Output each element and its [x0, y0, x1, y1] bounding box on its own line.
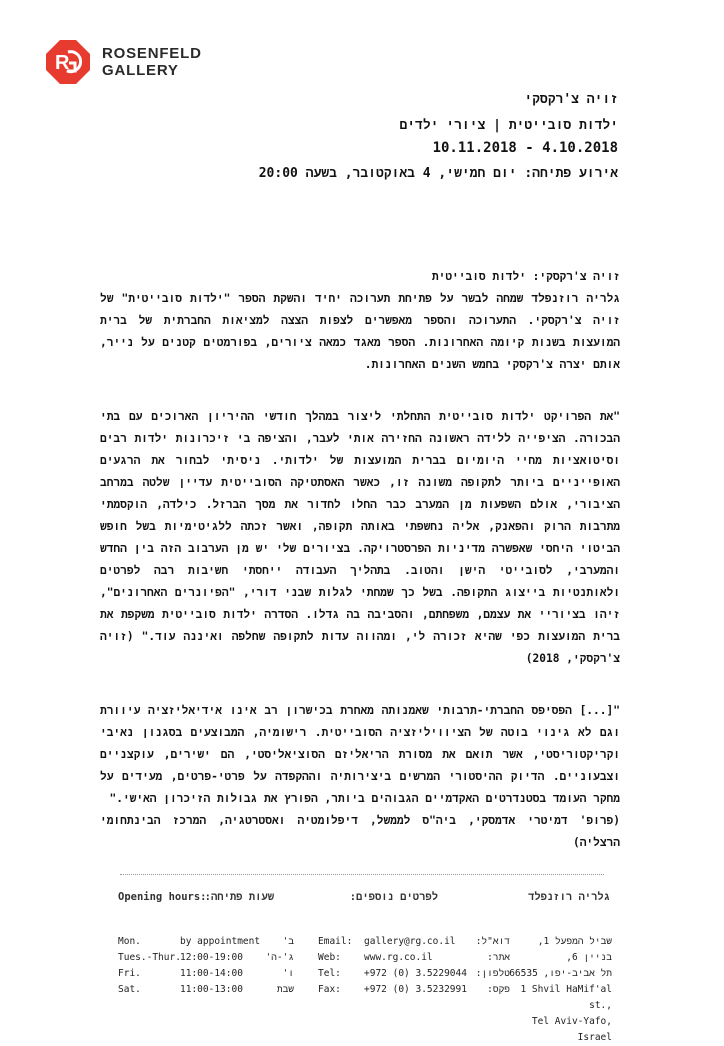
- hours-row: [118, 966, 294, 982]
- address-line: 1 Shvil HaMif'al st.,: [520, 984, 612, 1011]
- paragraph-artist-quote: "את הפרויקט ילדות סובייטית התחלתי ליצור במהלך חודשי ההיריון הארוכים עם בתי הבכורה. הציפייה ללידה ראשונה החזירה אותי לעבר, והציפה בי זיכרונות ילדות רבים וסיטואציות מחיי היומיום בברית המועצות של ילדותי. ניסיתי לבחור את הרגעים האופייניים ביותר לתקופה משונה זו, כאשר האסתטיקה הסובייטית עדיין שלטה במרחב הציבורי, אולם השפעות מן המערב כבר החלו לחדור את מסך הברזל. כילדה, הוקסמתי מתרבות הרוק והפאנק, אליה נחשפתי באותה תקופה, ואשר זכתה ללגיטימיות בשל חופש הביטוי היחסי שאפשרה מדיניות הפרסטרויקה. בציורים שלי יש מן הערבוב הזה בין החדש והמערבי, לסובייטי הישן והטוב. בתהליך העבודה ייחסתי חשיבות רבה לפרטים ולאותנטיות בייצוג התקופה. בשל כך שמחתי לגלות שבני דורי, "הפיונרים האחרונים", זיהו בציוריי את עצמם, משפחתם, והסביבה בה גדלו. הסדרה ילדות סובייטית משקפת את ברית המועצות כפי שהיא זכורה לי, ומהווה עדות לתקופה שחלפה ואיננה עוד." (זויה צ'רקסקי, 2018): [100, 410, 620, 665]
- press-release-body: [100, 266, 620, 854]
- day-en: Tues.-Thur.: [118, 952, 181, 963]
- address-line: שביל המפעל 1, בניין 6,: [537, 936, 612, 963]
- hours-row: [118, 950, 294, 966]
- footer-hours-header-en: Opening hours:: [118, 891, 207, 903]
- exhibition-titles: ילדות סובייטית | ציורי ילדים: [399, 118, 618, 133]
- day-he: שבת: [276, 984, 294, 995]
- artist-name: זויה צ'רקסקי: [524, 92, 618, 107]
- hours-row: [118, 934, 294, 950]
- exhibition-dates: 10.11.2018 - 4.10.2018: [432, 140, 618, 156]
- svg-text:R: R: [55, 52, 70, 74]
- fax-number: +972 (0) 3.5232991: [364, 984, 467, 995]
- paragraph-intro: גלריה רוזנפלד שמחה לבשר על פתיחת תערוכה יחיד והשקת הספר "ילדות סובייטית" של זויה צ'רקסקי. התערוכה והספר מאפשרים לצפות הצצה למציאות החברתית של ברית המועצות בשנות קיומה האחרונות. הספר מאגד כמאה ציורים, בפורמטים קטנים על נייר, אותם יצרה צ'רקסקי בחמש השנים האחרונות.: [100, 292, 620, 371]
- gallery-address: [508, 934, 612, 1046]
- logo-line-2: GALLERY: [102, 62, 179, 79]
- day-en: Mon.: [118, 936, 141, 947]
- contact-row: [318, 966, 510, 982]
- contact-label-he: פקס:: [487, 984, 510, 995]
- email-link[interactable]: gallery@rg.co.il: [364, 936, 456, 947]
- contact-row: [318, 982, 510, 998]
- contact-label-he: טלפון:: [475, 968, 510, 979]
- body-heading: זויה צ'רקסקי: ילדות סובייטית: [431, 270, 620, 283]
- day-he: ג'-ה': [265, 952, 294, 963]
- critic-signature: (פרופ' דמיטרי אדמסקי, ביה"ס לממשל, דיפלומטיה ואסטרטגיה, המרכז הבינתחומי הרצליה): [100, 814, 620, 849]
- address-line: Tel Aviv-Yafo, Israel: [531, 1016, 612, 1043]
- website-link[interactable]: www.rg.co.il: [364, 952, 433, 963]
- day-en: Fri.: [118, 968, 141, 979]
- phone-number: +972 (0) 3.5229044: [364, 968, 467, 979]
- logo-line-1: ROSENFELD: [102, 45, 202, 62]
- day-en: Sat.: [118, 984, 141, 995]
- gallery-logo: [44, 38, 202, 86]
- hours-time: 11:00-14:00: [180, 968, 243, 979]
- footer-gallery-header: גלריה רוזנפלד: [528, 891, 610, 903]
- contact-label-en: Web:: [318, 952, 341, 963]
- contact-label-he: דוא"ל:: [475, 936, 510, 947]
- contact-row: [318, 950, 510, 966]
- hours-time: 11:00-13:00: [180, 984, 243, 995]
- hours-row: [118, 982, 294, 998]
- day-he: ב': [282, 936, 294, 947]
- contact-label-en: Email:: [318, 936, 353, 947]
- footer-hours-header-he: שעות פתיחה:: [204, 891, 274, 903]
- day-he: ו': [282, 968, 294, 979]
- contact-label-he: אתר:: [487, 952, 510, 963]
- contact-label-en: Fax:: [318, 984, 341, 995]
- contact-label-en: Tel:: [318, 968, 341, 979]
- rg-logo-icon: [44, 38, 92, 86]
- opening-event: אירוע פתיחה: יום חמישי, 4 באוקטובר, בשעה 20:00: [258, 166, 618, 181]
- contact-row: [318, 934, 510, 950]
- contact-table: [318, 934, 510, 998]
- address-line: תל אביב-יפו, 66535: [509, 968, 612, 979]
- hours-time: by appointment: [180, 936, 261, 947]
- opening-hours-table: [118, 934, 294, 998]
- paragraph-critic-quote: "[...] הפסיפס החברתי-תרבותי שאמנותה מאחרת בכישרון רב אינו אידיאליזציה עיוורת וגם לא גינוי בוטה של הציוויליזציה הסובייטית. רישומיה, המבוצעים בסגנון נאיבי וקריקטוריסטי, אשר תואם את מסורת הריאליזם הסוציאליסטי, הם ישירים, עוקצניים וצבעוניים. הדיוק ההיסטורי המרשים ביצירותיה וההקפדה על פרטי-פרטים, מעידים על מחקר העומד בסטנדרטים האקדמיים הגבוהים ביותר, הפורץ את גבולות הזיכרון האישי.": [100, 704, 620, 805]
- hours-time: 12:00-19:00: [180, 952, 243, 963]
- footer-divider: [120, 874, 604, 875]
- footer-more-info-header: לפרטים נוספים:: [349, 891, 438, 903]
